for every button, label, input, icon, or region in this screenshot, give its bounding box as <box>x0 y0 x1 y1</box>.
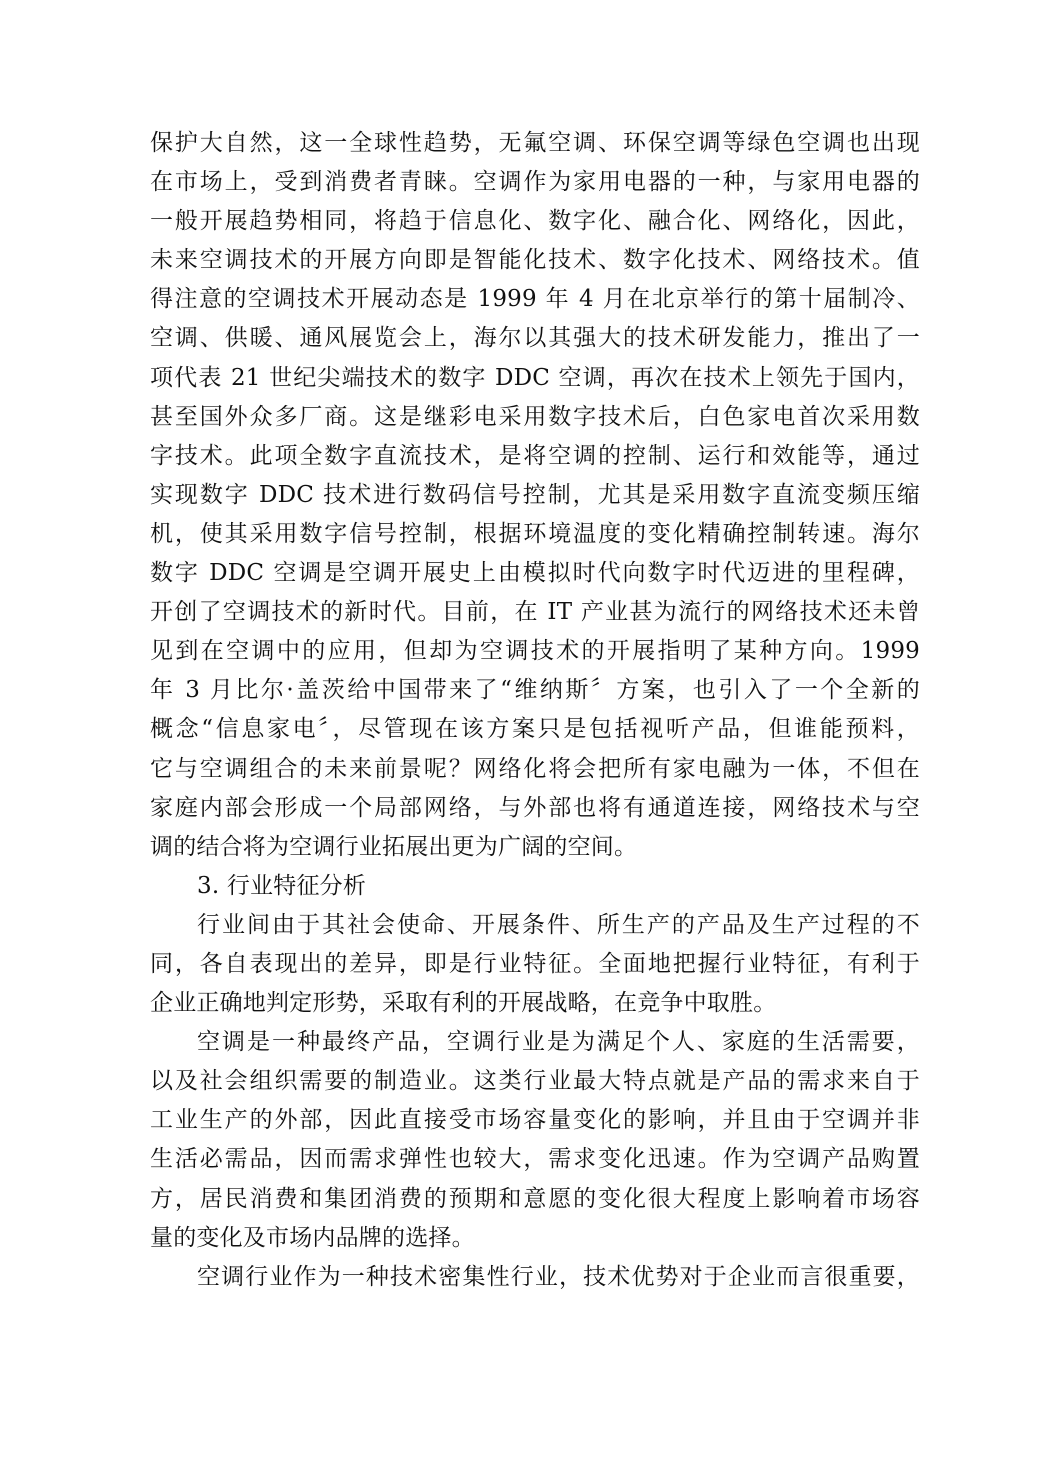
text-line: 行业间由于其社会使命、开展条件、所生产的产品及生产过程的不 <box>197 911 920 938</box>
text-line: 得注意的空调技术开展动态是 1999 年 4 月在北京举行的第十届制冷、 <box>150 286 920 313</box>
text-line: 年 3 月比尔·盖茨给中国带来了“维纳斯〞方案，也引入了一个全新的 <box>150 677 920 704</box>
text-line: 企业正确地判定形势，采取有利的开展战略，在竞争中取胜。 <box>150 990 777 1017</box>
text-line: 空调、供暖、通风展览会上，海尔以其强大的技术研发能力，推出了一 <box>150 325 920 352</box>
paragraph <box>150 906 920 1023</box>
text-line: 工业生产的外部，因此直接受市场容量变化的影响，并且由于空调并非 <box>150 1107 920 1134</box>
paragraph <box>150 124 920 867</box>
heading-text: 3. 行业特征分析 <box>197 872 367 899</box>
text-line: 空调行业作为一种技术密集性行业，技术优势对于企业而言很重要， <box>197 1263 920 1290</box>
text-line: 一般开展趋势相同，将趋于信息化、数字化、融合化、网络化，因此， <box>150 208 920 235</box>
text-line: 实现数字 DDC 技术进行数码信号控制，尤其是采用数字直流变频压缩 <box>150 481 920 508</box>
text-line: 空调是一种最终产品，空调行业是为满足个人、家庭的生活需要， <box>197 1029 920 1056</box>
text-line: 概念“信息家电〞，尽管现在该方案只是包括视听产品，但谁能预料， <box>150 716 920 743</box>
text-line: 数字 DDC 空调是空调开展史上由模拟时代向数字时代迈进的里程碑， <box>150 560 920 587</box>
text-line: 生活必需品，因而需求弹性也较大，需求变化迅速。作为空调产品购置 <box>150 1146 920 1173</box>
text-line: 保护大自然，这一全球性趋势，无氟空调、环保空调等绿色空调也出现 <box>150 130 920 156</box>
paragraph <box>150 1258 920 1297</box>
text-line: 见到在空调中的应用，但却为空调技术的开展指明了某种方向。1999 <box>150 638 920 665</box>
section-heading <box>150 867 920 906</box>
text-line: 以及社会组织需要的制造业。这类行业最大特点就是产品的需求来自于 <box>150 1068 920 1095</box>
paragraph <box>150 1023 920 1258</box>
text-line: 量的变化及市场内品牌的选择。 <box>150 1224 475 1251</box>
text-line: 机，使其采用数字信号控制，根据环境温度的变化精确控制转速。海尔 <box>150 520 920 547</box>
text-line: 开创了空调技术的新时代。目前，在 IT 产业甚为流行的网络技术还未曾 <box>150 599 920 626</box>
document-body <box>150 124 920 1297</box>
text-line: 未来空调技术的开展方向即是智能化技术、数字化技术、网络技术。值 <box>150 247 920 274</box>
text-line: 甚至国外众多厂商。这是继彩电采用数字技术后，白色家电首次采用数 <box>150 403 920 430</box>
text-line: 调的结合将为空调行业拓展出更为广阔的空间。 <box>150 833 638 860</box>
text-line: 字技术。此项全数字直流技术，是将空调的控制、运行和效能等，通过 <box>150 442 920 469</box>
text-line: 在市场上，受到消费者青睐。空调作为家用电器的一种，与家用电器的 <box>150 169 920 196</box>
text-line: 方，居民消费和集团消费的预期和意愿的变化很大程度上影响着市场容 <box>150 1185 920 1212</box>
text-line: 它与空调组合的未来前景呢？网络化将会把所有家电融为一体，不但在 <box>150 755 920 782</box>
text-line: 项代表 21 世纪尖端技术的数字 DDC 空调，再次在技术上领先于国内， <box>150 364 920 391</box>
text-line: 家庭内部会形成一个局部网络，与外部也将有通道连接，网络技术与空 <box>150 794 920 821</box>
text-line: 同，各自表现出的差异，即是行业特征。全面地把握行业特征，有利于 <box>150 950 920 977</box>
